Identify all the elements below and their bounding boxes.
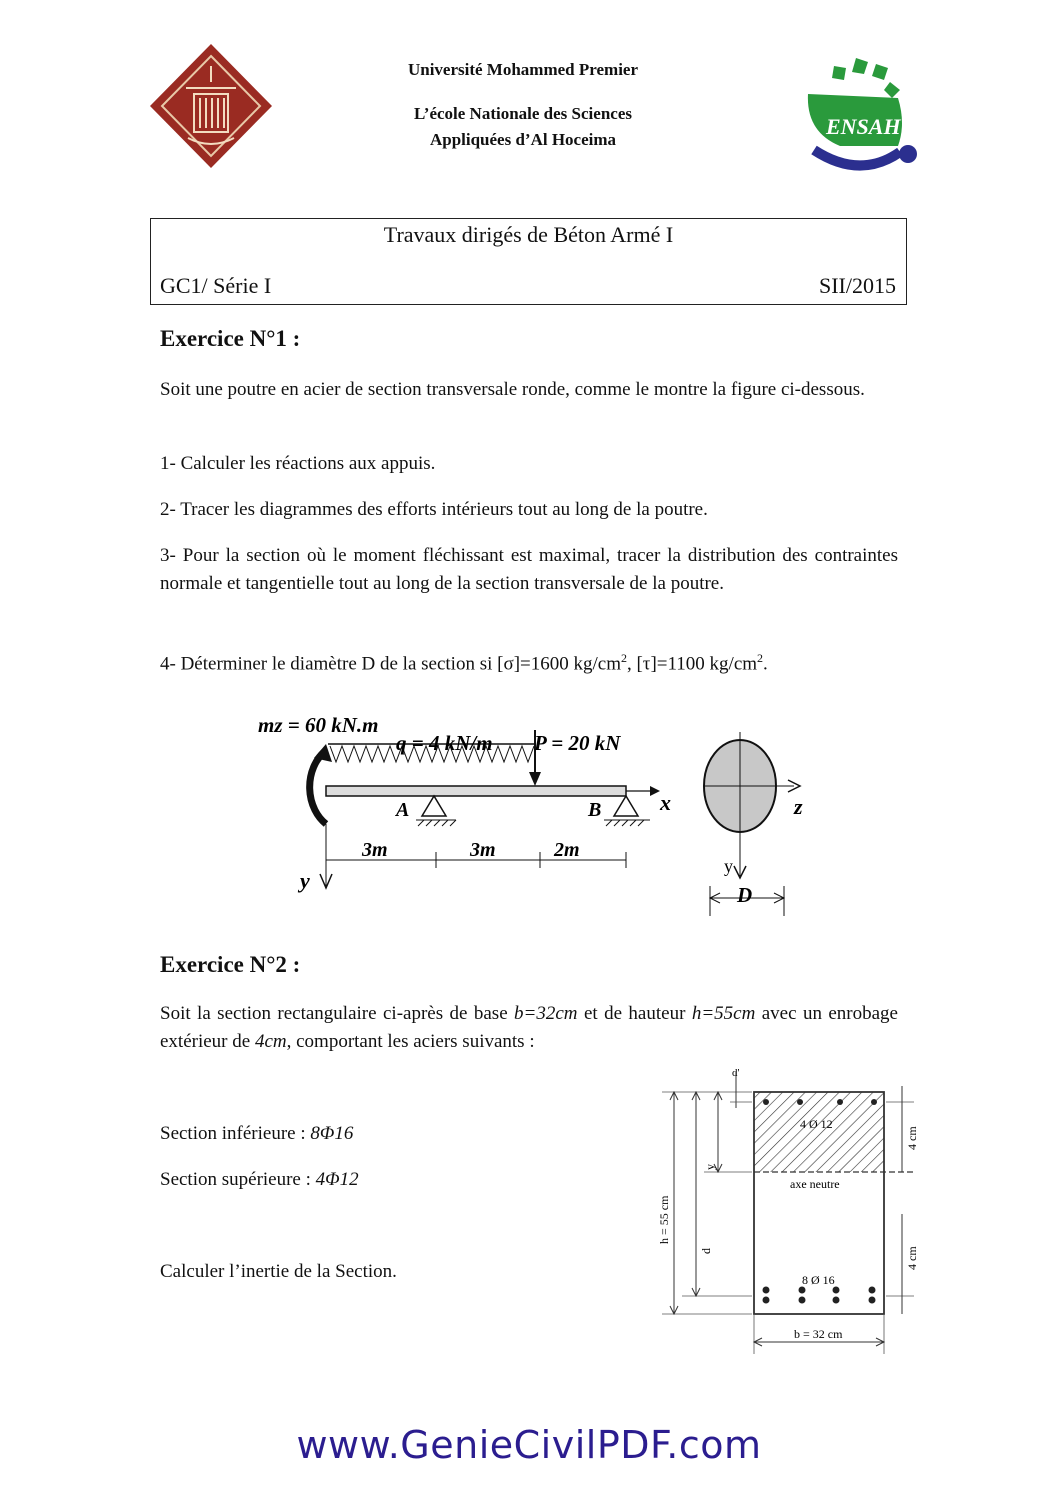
z-axis-label: z (794, 794, 803, 819)
neutral-depth-label: y (703, 1164, 717, 1170)
exercise1-intro: Soit une poutre en acier de section transversale ronde, comme le montre la figure ci-dessous. (160, 379, 865, 400)
top-bars-label: 4 Ø 12 (800, 1117, 833, 1131)
d-prime-label: d' (732, 1067, 740, 1079)
beam-figure (250, 700, 680, 900)
neutral-axis-label: axe neutre (790, 1177, 840, 1191)
top-cover-label: 4 cm (905, 1126, 919, 1150)
moment-label: mz = 60 kN.m (258, 713, 379, 737)
class-series: GC1/ Série I (160, 273, 272, 298)
x-axis-label: x (660, 790, 671, 815)
document-title: Travaux dirigés de Béton Armé I (383, 222, 674, 247)
ensah-logo (800, 54, 920, 184)
diameter-label: D (737, 883, 753, 907)
footer-website: www.GenieCivilPDF.com (296, 1423, 762, 1467)
span3-label: 2m (554, 839, 580, 861)
rectangular-section-figure (652, 1064, 922, 1356)
exercise1-question4: 4- Déterminer le diamètre D de la section si [σ]=1600 $kg/cm^2$, [τ]=1100 $kg/cm^2$. (160, 651, 768, 675)
support-a-label: A (396, 799, 410, 821)
span2-label: 3m (470, 839, 496, 861)
width-label: b = 32 cm (794, 1327, 843, 1341)
university-logo (148, 42, 274, 170)
y-axis-label: y (300, 868, 310, 893)
effective-depth-label: d (699, 1248, 713, 1254)
support-b-label: B (588, 799, 602, 821)
height-label: h = 55 cm (657, 1195, 671, 1244)
exercise2-heading: Exercice N°2 : (160, 952, 301, 977)
circular-section-figure (690, 726, 820, 926)
exercise1-question1: 1- Calculer les réactions aux appuis. (160, 453, 436, 474)
exercise2-intro: Soit la section rectangulaire ci-après de base b=32cm et de hauteur h=55cm avec un enrobage extérieur de 4cm, comportant les aciers suivants : (160, 1003, 898, 1052)
university-name: Université Mohammed Premier (407, 60, 639, 79)
span1-label: 3m (362, 839, 388, 861)
exercise2-task: Calculer l’inertie de la Section. (160, 1261, 397, 1282)
bottom-cover-label: 4 cm (905, 1246, 919, 1270)
exercise1-heading: Exercice N°1 : (160, 326, 301, 351)
ensah-logo-text: ENSAH (826, 114, 901, 139)
load-p-label: P = 20 kN (534, 731, 621, 755)
exercise1-question3: 3- Pour la section où le moment fléchissant est maximal, tracer la distribution des contraintes normale et tangentielle tout au long de la section transversale de la poutre. (160, 545, 898, 594)
y-axis-label-section: y (724, 856, 733, 876)
semester-year: SII/2015 (819, 273, 896, 298)
bottom-bars-label: 8 Ø 16 (802, 1273, 835, 1287)
school-name-line2: Appliquées d’Al Hoceima (429, 130, 617, 149)
load-q-label: q = 4 kN/m (396, 731, 493, 755)
lower-section-steel: Section inférieure : 8Φ16 (160, 1123, 354, 1144)
exercise1-question2: 2- Tracer les diagrammes des efforts intérieurs tout au long de la poutre. (160, 499, 708, 520)
upper-section-steel: Section supérieure : 4Φ12 (160, 1169, 359, 1190)
school-name-line1: L’école Nationale des Sciences (414, 104, 632, 123)
